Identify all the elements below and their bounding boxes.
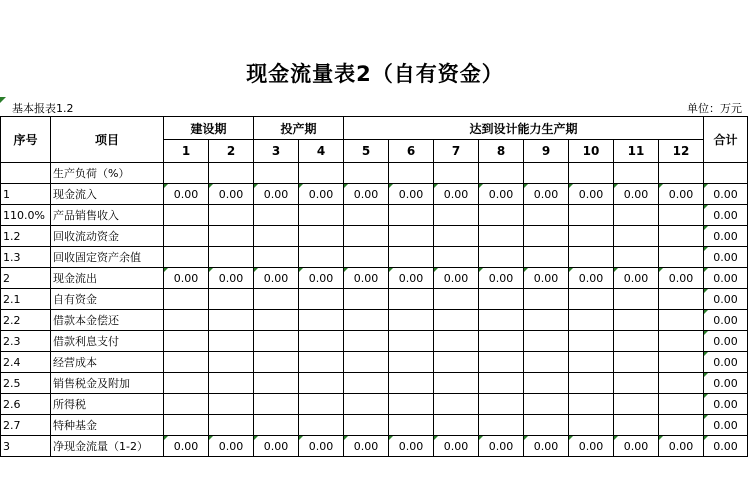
value-cell[interactable] <box>614 331 659 352</box>
header-year: 9 <box>524 140 569 163</box>
value-cell[interactable] <box>659 331 704 352</box>
value-cell[interactable] <box>614 289 659 310</box>
value-cell[interactable]: 0.00 <box>389 436 434 457</box>
value-cell[interactable] <box>569 373 614 394</box>
value-cell[interactable] <box>209 205 254 226</box>
total-cell[interactable]: 0.00 <box>704 352 748 373</box>
value-cell[interactable] <box>479 163 524 184</box>
unit-label: 单位：万元 <box>687 102 742 115</box>
value-cell[interactable]: 0.00 <box>344 184 389 205</box>
value-cell[interactable] <box>569 394 614 415</box>
value-cell[interactable] <box>209 289 254 310</box>
value-cell[interactable] <box>389 163 434 184</box>
value-cell[interactable] <box>344 205 389 226</box>
form-number: 基本报表1.2 <box>12 102 74 115</box>
value-cell[interactable] <box>434 352 479 373</box>
value-cell[interactable] <box>569 205 614 226</box>
value-cell[interactable] <box>524 247 569 268</box>
value-cell[interactable] <box>434 310 479 331</box>
value-cell[interactable]: 0.00 <box>164 184 209 205</box>
value-cell[interactable] <box>389 373 434 394</box>
value-cell[interactable] <box>164 310 209 331</box>
value-cell[interactable] <box>344 310 389 331</box>
value-cell[interactable] <box>614 352 659 373</box>
value-cell[interactable] <box>614 163 659 184</box>
header-year: 2 <box>209 140 254 163</box>
value-cell[interactable] <box>524 373 569 394</box>
value-cell[interactable] <box>659 310 704 331</box>
value-cell[interactable] <box>299 205 344 226</box>
row-seq-cell[interactable]: 3 <box>1 436 51 457</box>
row-seq-cell[interactable]: 2 <box>1 268 51 289</box>
value-cell[interactable] <box>254 226 299 247</box>
value-cell[interactable] <box>164 163 209 184</box>
row-seq-cell[interactable]: 2.2 <box>1 310 51 331</box>
row-seq-cell[interactable]: 2.4 <box>1 352 51 373</box>
value-cell[interactable] <box>659 394 704 415</box>
value-cell[interactable] <box>254 415 299 436</box>
total-cell[interactable]: 0.00 <box>704 310 748 331</box>
row-item-cell[interactable]: 净现金流量（1-2） <box>51 436 164 457</box>
header-seq: 序号 <box>1 117 51 163</box>
value-cell[interactable] <box>479 205 524 226</box>
value-cell[interactable] <box>389 331 434 352</box>
value-cell[interactable] <box>209 394 254 415</box>
value-cell[interactable]: 0.00 <box>659 184 704 205</box>
value-cell[interactable] <box>254 163 299 184</box>
value-cell[interactable] <box>479 415 524 436</box>
value-cell[interactable]: 0.00 <box>524 184 569 205</box>
value-cell[interactable] <box>524 394 569 415</box>
total-cell[interactable]: 0.00 <box>704 268 748 289</box>
value-cell[interactable] <box>434 331 479 352</box>
value-cell[interactable] <box>434 163 479 184</box>
value-cell[interactable]: 0.00 <box>344 268 389 289</box>
row-seq-cell[interactable]: 1.3 <box>1 247 51 268</box>
value-cell[interactable] <box>659 373 704 394</box>
value-cell[interactable] <box>434 394 479 415</box>
value-cell[interactable] <box>659 163 704 184</box>
header-item: 项目 <box>51 117 164 163</box>
total-cell[interactable]: 0.00 <box>704 436 748 457</box>
value-cell[interactable]: 0.00 <box>614 436 659 457</box>
row-item-cell[interactable]: 特种基金 <box>51 415 164 436</box>
row-seq-cell[interactable]: 1.2 <box>1 226 51 247</box>
value-cell[interactable] <box>164 331 209 352</box>
value-cell[interactable] <box>569 310 614 331</box>
value-cell[interactable] <box>299 394 344 415</box>
value-cell[interactable] <box>389 352 434 373</box>
table-row <box>1 268 748 289</box>
value-cell[interactable] <box>209 247 254 268</box>
value-cell[interactable] <box>389 226 434 247</box>
value-cell[interactable] <box>659 289 704 310</box>
value-cell[interactable] <box>209 415 254 436</box>
value-cell[interactable] <box>389 289 434 310</box>
header-construction-period: 建设期 <box>164 117 254 140</box>
value-cell[interactable] <box>164 226 209 247</box>
table-row <box>1 226 748 247</box>
cell-comment-marker <box>0 97 6 103</box>
value-cell[interactable] <box>659 247 704 268</box>
total-cell[interactable]: 0.00 <box>704 184 748 205</box>
value-cell[interactable] <box>389 394 434 415</box>
value-cell[interactable]: 0.00 <box>614 184 659 205</box>
value-cell[interactable] <box>254 247 299 268</box>
value-cell[interactable] <box>344 352 389 373</box>
value-cell[interactable] <box>434 373 479 394</box>
value-cell[interactable]: 0.00 <box>209 184 254 205</box>
value-cell[interactable] <box>209 226 254 247</box>
value-cell[interactable] <box>344 163 389 184</box>
value-cell[interactable] <box>164 373 209 394</box>
sheet-title: 现金流量表2（自有资金） <box>246 62 504 86</box>
header-year: 5 <box>344 140 389 163</box>
value-cell[interactable] <box>164 415 209 436</box>
value-cell[interactable]: 0.00 <box>299 268 344 289</box>
value-cell[interactable] <box>164 289 209 310</box>
row-item-cell[interactable]: 销售税金及附加 <box>51 373 164 394</box>
row-item-cell[interactable]: 借款本金偿还 <box>51 310 164 331</box>
value-cell[interactable] <box>569 226 614 247</box>
value-cell[interactable] <box>659 226 704 247</box>
value-cell[interactable] <box>389 205 434 226</box>
table-row <box>1 352 748 373</box>
value-cell[interactable] <box>569 289 614 310</box>
value-cell[interactable] <box>389 415 434 436</box>
table-row <box>1 436 748 457</box>
row-seq-cell[interactable] <box>1 163 51 184</box>
value-cell[interactable]: 0.00 <box>164 436 209 457</box>
value-cell[interactable] <box>254 331 299 352</box>
value-cell[interactable]: 0.00 <box>299 436 344 457</box>
value-cell[interactable]: 0.00 <box>659 436 704 457</box>
header-year: 4 <box>299 140 344 163</box>
row-seq-cell[interactable]: 2.1 <box>1 289 51 310</box>
table-row <box>1 415 748 436</box>
value-cell[interactable] <box>434 289 479 310</box>
value-cell[interactable] <box>209 310 254 331</box>
value-cell[interactable] <box>299 310 344 331</box>
value-cell[interactable]: 0.00 <box>389 268 434 289</box>
table-row <box>1 247 748 268</box>
value-cell[interactable] <box>434 415 479 436</box>
value-cell[interactable]: 0.00 <box>434 436 479 457</box>
value-cell[interactable] <box>524 415 569 436</box>
value-cell[interactable] <box>614 394 659 415</box>
value-cell[interactable]: 0.00 <box>209 268 254 289</box>
value-cell[interactable] <box>254 205 299 226</box>
total-cell[interactable]: 0.00 <box>704 289 748 310</box>
value-cell[interactable] <box>569 415 614 436</box>
value-cell[interactable] <box>569 331 614 352</box>
value-cell[interactable] <box>344 394 389 415</box>
value-cell[interactable]: 0.00 <box>479 184 524 205</box>
row-seq-cell[interactable]: 110.0% <box>1 205 51 226</box>
table-row <box>1 331 748 352</box>
total-cell[interactable]: 0.00 <box>704 331 748 352</box>
value-cell[interactable] <box>569 163 614 184</box>
row-item-cell[interactable]: 现金流出 <box>51 268 164 289</box>
header-year: 10 <box>569 140 614 163</box>
value-cell[interactable] <box>299 163 344 184</box>
row-seq-cell[interactable]: 2.3 <box>1 331 51 352</box>
value-cell[interactable]: 0.00 <box>164 268 209 289</box>
row-item-cell[interactable]: 借款利息支付 <box>51 331 164 352</box>
value-cell[interactable]: 0.00 <box>434 184 479 205</box>
header-year: 3 <box>254 140 299 163</box>
header-year: 12 <box>659 140 704 163</box>
value-cell[interactable] <box>254 289 299 310</box>
value-cell[interactable] <box>524 205 569 226</box>
total-cell[interactable]: 0.00 <box>704 247 748 268</box>
value-cell[interactable] <box>164 247 209 268</box>
value-cell[interactable] <box>659 352 704 373</box>
value-cell[interactable] <box>479 394 524 415</box>
value-cell[interactable]: 0.00 <box>569 184 614 205</box>
table-row <box>1 289 748 310</box>
value-cell[interactable] <box>344 415 389 436</box>
value-cell[interactable] <box>299 331 344 352</box>
value-cell[interactable]: 0.00 <box>524 436 569 457</box>
total-cell[interactable] <box>704 163 748 184</box>
table-row <box>1 205 748 226</box>
value-cell[interactable]: 0.00 <box>524 268 569 289</box>
value-cell[interactable] <box>299 289 344 310</box>
value-cell[interactable] <box>614 415 659 436</box>
value-cell[interactable] <box>614 226 659 247</box>
value-cell[interactable] <box>389 310 434 331</box>
value-cell[interactable] <box>344 331 389 352</box>
value-cell[interactable] <box>164 205 209 226</box>
value-cell[interactable] <box>479 247 524 268</box>
header-total: 合计 <box>704 117 748 163</box>
value-cell[interactable]: 0.00 <box>614 268 659 289</box>
row-seq-cell[interactable]: 2.7 <box>1 415 51 436</box>
value-cell[interactable]: 0.00 <box>254 268 299 289</box>
table-row <box>1 394 748 415</box>
value-cell[interactable]: 0.00 <box>344 436 389 457</box>
value-cell[interactable] <box>524 163 569 184</box>
value-cell[interactable]: 0.00 <box>209 436 254 457</box>
value-cell[interactable] <box>479 373 524 394</box>
value-cell[interactable] <box>524 331 569 352</box>
value-cell[interactable]: 0.00 <box>299 184 344 205</box>
value-cell[interactable]: 0.00 <box>389 184 434 205</box>
value-cell[interactable] <box>524 352 569 373</box>
total-cell[interactable]: 0.00 <box>704 415 748 436</box>
row-seq-cell[interactable]: 2.5 <box>1 373 51 394</box>
value-cell[interactable] <box>344 226 389 247</box>
value-cell[interactable] <box>434 226 479 247</box>
value-cell[interactable] <box>479 352 524 373</box>
row-item-cell[interactable]: 所得税 <box>51 394 164 415</box>
value-cell[interactable] <box>254 310 299 331</box>
value-cell[interactable] <box>479 310 524 331</box>
row-item-cell[interactable]: 现金流入 <box>51 184 164 205</box>
value-cell[interactable] <box>299 352 344 373</box>
value-cell[interactable] <box>569 247 614 268</box>
header-year: 1 <box>164 140 209 163</box>
table-row <box>1 163 748 184</box>
total-cell[interactable]: 0.00 <box>704 394 748 415</box>
header-full-capacity-period: 达到设计能力生产期 <box>344 117 704 140</box>
value-cell[interactable] <box>299 226 344 247</box>
row-seq-cell[interactable]: 1 <box>1 184 51 205</box>
total-cell[interactable]: 0.00 <box>704 373 748 394</box>
value-cell[interactable] <box>344 373 389 394</box>
value-cell[interactable] <box>299 415 344 436</box>
value-cell[interactable] <box>479 289 524 310</box>
value-cell[interactable] <box>434 205 479 226</box>
header-year: 7 <box>434 140 479 163</box>
value-cell[interactable] <box>209 163 254 184</box>
value-cell[interactable] <box>344 289 389 310</box>
value-cell[interactable] <box>209 373 254 394</box>
header-row-groups <box>1 117 748 140</box>
value-cell[interactable] <box>254 394 299 415</box>
value-cell[interactable] <box>254 373 299 394</box>
value-cell[interactable] <box>569 352 614 373</box>
header-year: 6 <box>389 140 434 163</box>
table-row <box>1 184 748 205</box>
value-cell[interactable] <box>344 247 389 268</box>
row-seq-cell[interactable]: 2.6 <box>1 394 51 415</box>
value-cell[interactable] <box>614 247 659 268</box>
table-row <box>1 373 748 394</box>
value-cell[interactable]: 0.00 <box>254 436 299 457</box>
value-cell[interactable] <box>434 247 479 268</box>
header-year: 8 <box>479 140 524 163</box>
table-row <box>1 310 748 331</box>
row-item-cell[interactable]: 回收流动资金 <box>51 226 164 247</box>
value-cell[interactable] <box>614 205 659 226</box>
value-cell[interactable] <box>389 247 434 268</box>
value-cell[interactable] <box>659 415 704 436</box>
value-cell[interactable] <box>299 373 344 394</box>
value-cell[interactable]: 0.00 <box>434 268 479 289</box>
value-cell[interactable] <box>614 310 659 331</box>
total-cell[interactable]: 0.00 <box>704 226 748 247</box>
value-cell[interactable] <box>659 205 704 226</box>
value-cell[interactable]: 0.00 <box>569 436 614 457</box>
row-item-cell[interactable]: 产品销售收入 <box>51 205 164 226</box>
value-cell[interactable]: 0.00 <box>569 268 614 289</box>
total-cell[interactable]: 0.00 <box>704 205 748 226</box>
value-cell[interactable] <box>299 247 344 268</box>
value-cell[interactable] <box>209 331 254 352</box>
value-cell[interactable] <box>209 352 254 373</box>
value-cell[interactable] <box>524 226 569 247</box>
value-cell[interactable]: 0.00 <box>479 436 524 457</box>
value-cell[interactable] <box>254 352 299 373</box>
value-cell[interactable]: 0.00 <box>479 268 524 289</box>
value-cell[interactable]: 0.00 <box>659 268 704 289</box>
cash-flow-table <box>0 116 748 457</box>
value-cell[interactable] <box>524 289 569 310</box>
row-item-cell[interactable]: 经营成本 <box>51 352 164 373</box>
value-cell[interactable] <box>164 352 209 373</box>
row-item-cell[interactable]: 回收固定资产余值 <box>51 247 164 268</box>
row-item-cell[interactable]: 生产负荷（%） <box>51 163 164 184</box>
header-commissioning-period: 投产期 <box>254 117 344 140</box>
value-cell[interactable]: 0.00 <box>254 184 299 205</box>
value-cell[interactable] <box>614 373 659 394</box>
value-cell[interactable] <box>164 394 209 415</box>
value-cell[interactable] <box>479 331 524 352</box>
value-cell[interactable] <box>524 310 569 331</box>
value-cell[interactable] <box>479 226 524 247</box>
header-year: 11 <box>614 140 659 163</box>
row-item-cell[interactable]: 自有资金 <box>51 289 164 310</box>
